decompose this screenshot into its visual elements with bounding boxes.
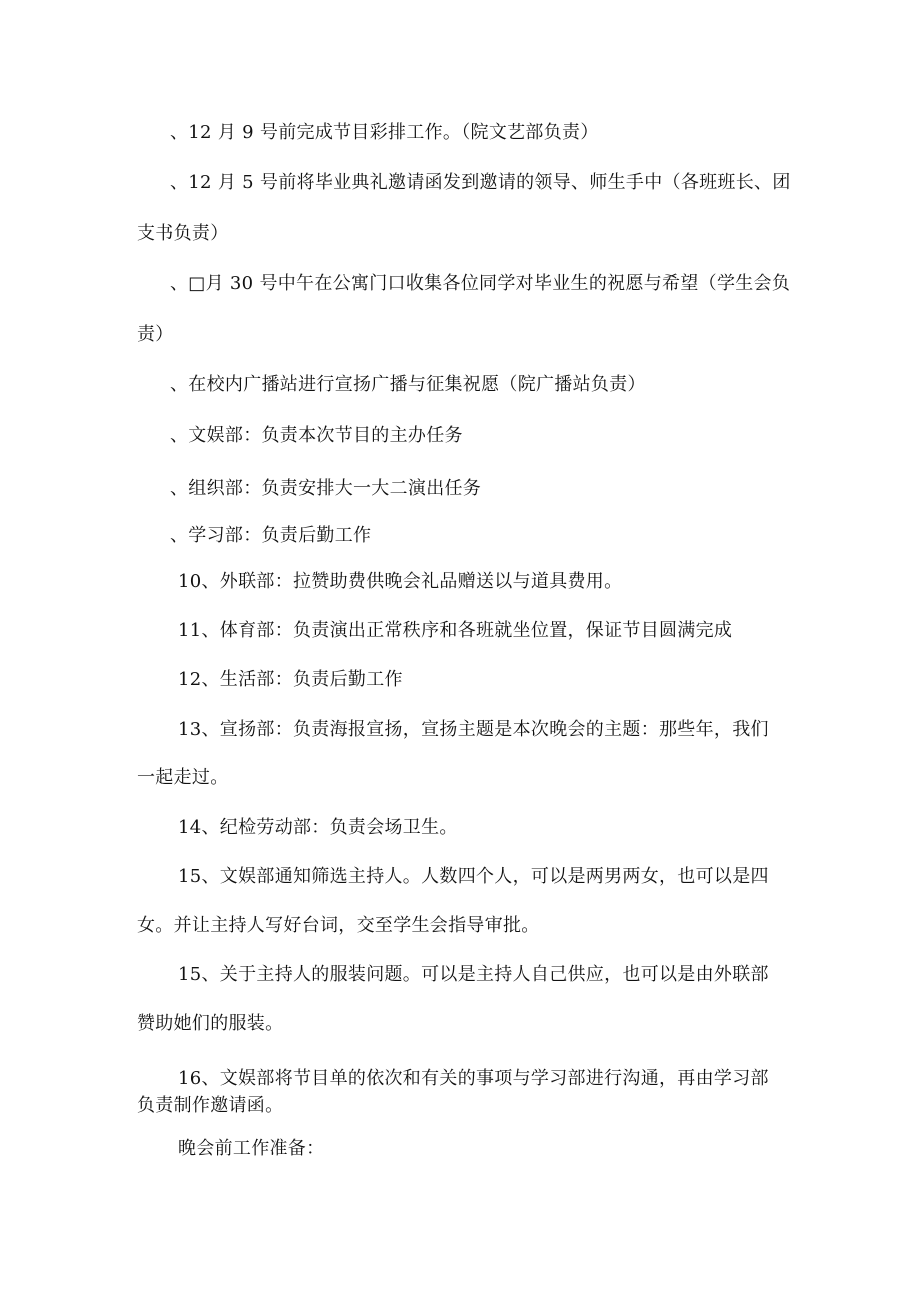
- section-heading-preparation: 晚会前工作准备：: [178, 1138, 325, 1159]
- item-life-dept: 12、生活部：负责后勤工作: [178, 669, 403, 690]
- item-organization-dept: 、组织部：负责安排大一大二演出任务: [170, 478, 482, 499]
- item-discipline-dept: 14、纪检劳动部：负责会场卫生。: [178, 817, 458, 838]
- item-publicity-dept: 13、宣扬部：负责海报宣扬，宣扬主题是本次晚会的主题：那些年，我们: [178, 719, 769, 740]
- item-program-order-cont: 负责制作邀请函。: [137, 1095, 284, 1116]
- item-rehearsal: 、12 月 9 号前完成节目彩排工作。（院文艺部负责）: [170, 122, 599, 143]
- item-host-costume: 15、关于主持人的服装问题。可以是主持人自己供应，也可以是由外联部: [178, 964, 769, 985]
- item-host-costume-cont: 赞助她们的服装。: [137, 1013, 284, 1034]
- item-program-order: 16、文娱部将节目单的依次和有关的事项与学习部进行沟通，再由学习部: [178, 1068, 769, 1089]
- item-sports-dept: 11、体育部：负责演出正常秩序和各班就坐位置，保证节目圆满完成: [178, 620, 733, 641]
- item-host-selection: 15、文娱部通知筛选主持人。人数四个人，可以是两男两女，也可以是四: [178, 866, 769, 887]
- item-wishes: 、□月 30 号中午在公寓门口收集各位同学对毕业生的祝愿与希望（学生会负: [170, 273, 791, 294]
- item-broadcast: 、在校内广播站进行宣扬广播与征集祝愿（院广播站负责）: [170, 374, 646, 395]
- item-host-selection-cont: 女。并让主持人写好台词，交至学生会指导审批。: [137, 915, 540, 936]
- item-publicity-dept-cont: 一起走过。: [137, 767, 229, 788]
- item-study-dept: 、学习部：负责后勤工作: [170, 525, 372, 546]
- item-entertainment-dept: 、文娱部：负责本次节目的主办任务: [170, 425, 463, 446]
- item-invitations-cont: 支书负责）: [137, 223, 229, 244]
- item-invitations: 、12 月 5 号前将毕业典礼邀请函发到邀请的领导、师生手中（各班班长、团: [170, 172, 791, 193]
- item-external-dept: 10、外联部：拉赞助费供晚会礼品赠送以与道具费用。: [178, 571, 623, 592]
- item-wishes-cont: 责）: [137, 324, 174, 345]
